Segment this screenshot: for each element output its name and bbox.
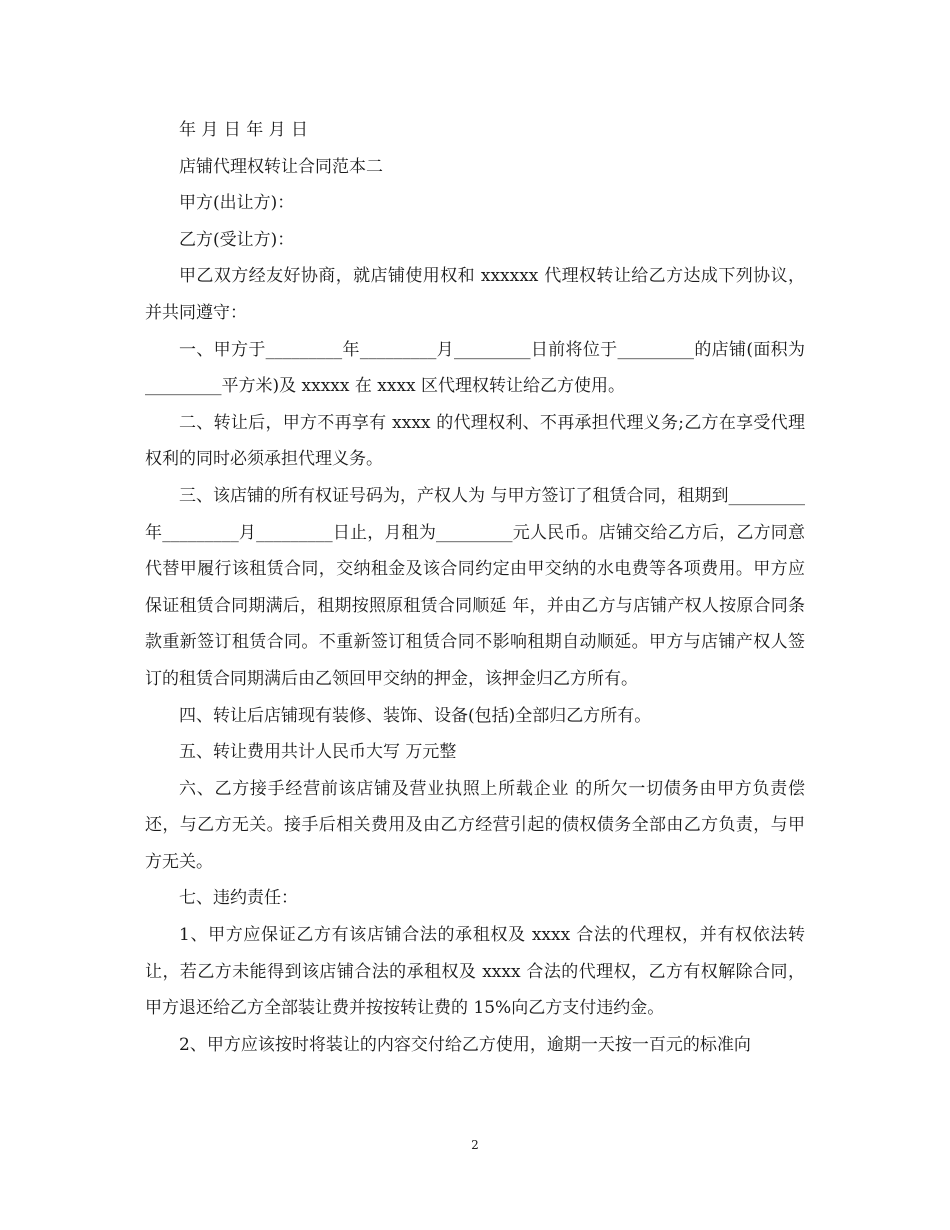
clause-1: 一、甲方于_________年_________月_________日前将位于_________的店铺(面积为_________平方米)及 xxxxx 在 xxxx 区代理权转让给乙方使用。 xyxy=(145,339,805,397)
party-a-line: 甲方(出让方)： xyxy=(179,193,295,214)
preamble-paragraph: 甲乙双方经友好协商，就店铺使用权和 xxxxxx 代理权转让给乙方达成下列协议，并共同遵守： xyxy=(145,266,805,323)
date-line: 年 月 日 年 月 日 xyxy=(179,120,309,140)
page-number: 2 xyxy=(471,1138,479,1152)
clause-4: 四、转让后店铺现有装修、装饰、设备(包括)全部归乙方所有。 xyxy=(179,705,652,726)
clause-3: 三、该店铺的所有权证号码为，产权人为 与甲方签订了租赁合同，租期到_________年_________月_________日止，月租为_________元人民币。店铺交给乙方后，乙方同意代替甲履行该租赁合同，交纳租金及该合同约定由甲交纳的水电费等各项费用。甲方应保证租赁合同期满后，租期按照原租赁合同顺延 年，并由乙方与店铺产权人按原合同条款重新签订租赁合同。不重新签订租赁合同不影响租期自动顺延。甲方与店铺产权人签订的租赁合同期满后由乙领回甲交纳的押金，该押金归乙方所有。 xyxy=(145,485,805,689)
clause-7-item-1: 1、甲方应保证乙方有该店铺合法的承租权及 xxxx 合法的代理权，并有权依法转让，若乙方未能得到该店铺合法的承租权及 xxxx 合法的代理权，乙方有权解除合同，甲方退还给乙方全部装让费并按按转让费的 15%向乙方支付违约金。 xyxy=(145,925,805,1019)
clause-7-item-2: 2、甲方应该按时将装让的内容交付给乙方使用，逾期一天按一百元的标准向 xyxy=(179,1034,751,1055)
clause-2: 二、转让后，甲方不再享有 xxxx 的代理权利、不再承担代理义务;乙方在享受代理权利的同时必须承担代理义务。 xyxy=(145,412,805,470)
contract-title: 店铺代理权转让合同范本二 xyxy=(179,156,383,177)
clause-6: 六、乙方接手经营前该店铺及营业执照上所载企业 的所欠一切债务由甲方负责偿还，与乙方无关。接手后相关费用及由乙方经营引起的债权债务全部由乙方负责，与甲方无关。 xyxy=(145,778,805,872)
clause-5: 五、转让费用共计人民币大写 万元整 xyxy=(179,742,457,763)
clause-7-heading: 七、违约责任： xyxy=(179,888,298,909)
party-b-line: 乙方(受让方)： xyxy=(179,229,295,250)
document-body xyxy=(145,112,805,1063)
